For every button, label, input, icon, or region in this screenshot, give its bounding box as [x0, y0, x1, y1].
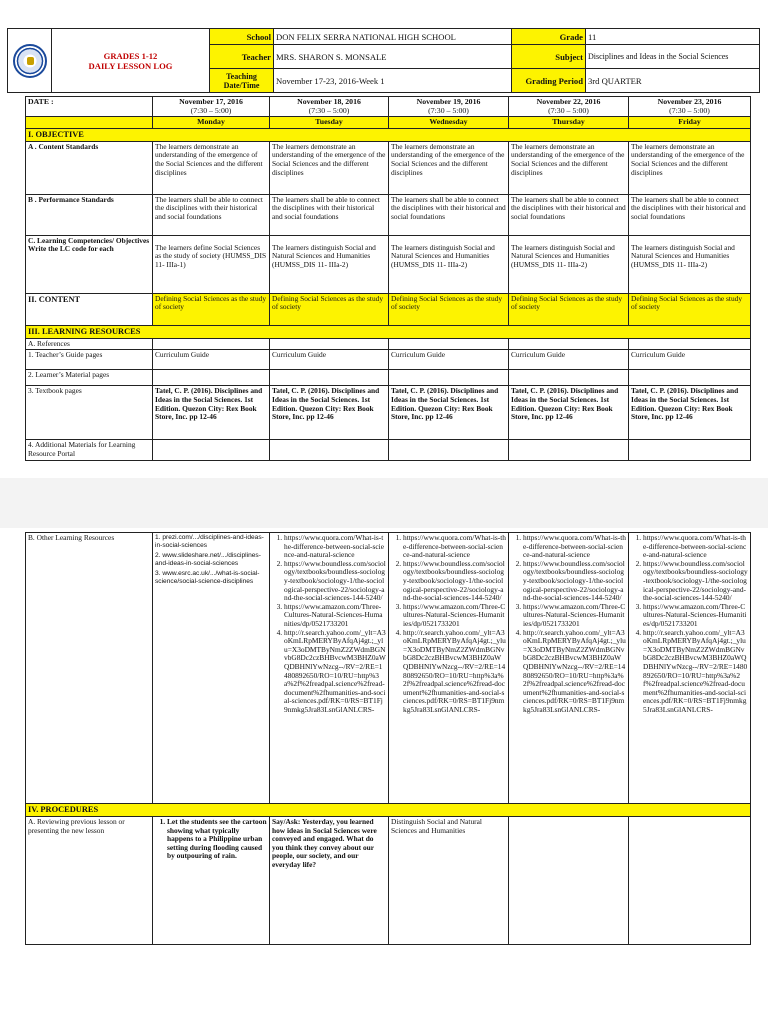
resource-link[interactable]: 2. https://www.boundless.com/sociology/textbooks/boundless-sociology-textbook/sociology-1/the-sociological-perspective-22/sociology-and-the-social-sciences-144-5240/: [403, 560, 506, 603]
procedures-heading: IV. PROCEDURES: [26, 804, 751, 817]
learners-material-label: 2. Learner’s Material pages: [26, 370, 153, 386]
lesson-table: [25, 96, 751, 461]
resource-link[interactable]: 1. https://www.quora.com/What-is-the-difference-between-social-science-and-natural-science: [284, 534, 386, 560]
resource-link[interactable]: 1. https://www.quora.com/What-is-the-difference-between-social-science-and-natural-science: [523, 534, 626, 560]
content-standards-cell: The learners demonstrate an understanding of the emergence of the Social Sciences and the different disciplines: [389, 141, 509, 194]
content-standards-cell: The learners demonstrate an understanding of the emergence of the Social Sciences and the different disciplines: [629, 141, 751, 194]
content-standards-cell: The learners demonstrate an understanding of the emergence of the Social Sciences and the different disciplines: [270, 141, 389, 194]
performance-standards-cell: The learners shall be able to connect the disciplines with their historical and social foundations: [389, 194, 509, 235]
content-cell: Defining Social Sciences as the study of society: [270, 293, 389, 325]
datetime-value: November 17-23, 2016-Week 1: [274, 69, 512, 93]
page-two: [0, 528, 768, 1024]
content-row: [26, 293, 751, 325]
lesson-table-continued: [25, 532, 751, 945]
other-resources-cell: [509, 533, 629, 804]
content-standards-cell: The learners demonstrate an understanding of the emergence of the Social Sciences and the different disciplines: [509, 141, 629, 194]
competency-cell: The learners distinguish Social and Natural Sciences and Humanities (HUMSS_DIS 11- IIIa-2): [270, 235, 389, 293]
learning-resources-heading: III. LEARNING RESOURCES: [26, 325, 751, 338]
learners-material-row: [26, 370, 751, 386]
textbook-cell: Tatel, C. P. (2016). Disciplines and Ideas in the Social Sciences. 1st Edition. Quezon City: Rex Book Store, Inc. pp 12-46: [153, 386, 270, 440]
teachers-guide-cell: Curriculum Guide: [270, 350, 389, 370]
procedure-cell: [629, 817, 751, 945]
content-standards-cell: The learners demonstrate an understanding of the emergence of the Social Sciences and the different disciplines: [153, 141, 270, 194]
other-resources-label: B. Other Learning Resources: [26, 533, 153, 804]
grading-period-label: Grading Period: [512, 69, 586, 93]
resource-link[interactable]: 1. https://www.quora.com/What-is-the-difference-between-social-science-and-natural-science: [403, 534, 506, 560]
header-table: [7, 28, 760, 93]
procedure-cell: [509, 817, 629, 945]
resource-link[interactable]: 3. https://www.amazon.com/Three-Cultures-Natural-Sciences-Humanities/dp/0521733201: [403, 603, 506, 629]
resource-link[interactable]: 4. http://r.search.yahoo.com/_ylt=A3oKmLRpMERYByAfqAj4gt.;_ylu=X3oDMTByNmZ2ZWdmBGNvbG8Dc2czBHBvcwM3BHZ0aWQDBHNlYwNzcg--/RV=2/RE=1480892650/RO=10/RU=http%3a%2f%2freadpal.science%2fread-document%2fhumanities-and-social-sciences.pdf/RK=0/RS=BT1Fj9nmkg5Jra83LsnGlANLCRS-: [403, 629, 506, 715]
dll-title: GRADES 1-12 DAILY LESSON LOG: [52, 29, 210, 93]
performance-standards-row: [26, 194, 751, 235]
procedure-cell: Say/Ask: Yesterday, you learned how ideas in Social Sciences were conveyed and engaged. What do you think they convey about our people, our society, and our everyday life?: [270, 817, 389, 945]
subject-value: Disciplines and Ideas in the Social Sciences: [586, 45, 760, 69]
textbook-cell: Tatel, C. P. (2016). Disciplines and Ideas in the Social Sciences. 1st Edition. Quezon City: Rex Book Store, Inc. pp 12-46: [270, 386, 389, 440]
grade-value: 11: [586, 29, 760, 45]
reviewing-lesson-row: [26, 817, 751, 945]
other-resources-cell: 1. prezi.com/.../disciplines-and-ideas-in-social-sciences 2. www.slideshare.net/.../disciplines-and-ideas-in-social-sciences 3. www.esrc.ac.uk/.../what-is-social-science/social-science-disciplines: [153, 533, 270, 804]
deped-seal-icon: [13, 44, 47, 78]
day-name: Tuesday: [270, 117, 389, 129]
grading-period-value: 3rd QUARTER: [586, 69, 760, 93]
date-row: [26, 97, 751, 117]
performance-standards-label: B . Performance Standards: [26, 194, 153, 235]
resource-link[interactable]: 3. https://www.amazon.com/Three-Cultures-Natural-Sciences-Humanities/dp/0521733201: [523, 603, 626, 629]
content-cell: Defining Social Sciences as the study of society: [629, 293, 751, 325]
page-one: [0, 0, 768, 478]
teachers-guide-cell: Curriculum Guide: [509, 350, 629, 370]
day-name: Wednesday: [389, 117, 509, 129]
resource-link[interactable]: 3. https://www.amazon.com/Three-Cultures-Natural-Sciences-Humanities/dp/0521733201: [643, 603, 748, 629]
resource-link[interactable]: 1. https://www.quora.com/What-is-the-difference-between-social-science-and-natural-science: [643, 534, 748, 560]
deped-seal-cell: [8, 29, 52, 93]
objective-heading: I. OBJECTIVE: [26, 128, 751, 141]
day-name: Monday: [153, 117, 270, 129]
teachers-guide-cell: Curriculum Guide: [629, 350, 751, 370]
content-heading: II. CONTENT: [26, 293, 153, 325]
competency-cell: The learners define Social Sciences as the study of society (HUMSS_DIS 11- IIIa-1): [153, 235, 270, 293]
textbook-cell: Tatel, C. P. (2016). Disciplines and Ideas in the Social Sciences. 1st Edition. Quezon City: Rex Book Store, Inc. pp 12-46: [509, 386, 629, 440]
resource-link[interactable]: 4. http://r.search.yahoo.com/_ylt=A3oKmLRpMERYByAfqAj4gt.;_ylu=X3oDMTByNmZ2ZWdmBGNvbG8Dc2czBHBvcwM3BHZ0aWQDBHNlYwNzcg--/RV=2/RE=1480892650/RO=10/RU=http%3a%2f%2freadpal.science%2fread-document%2fhumanities-and-social-sciences.pdf/RK=0/RS=BT1Fj9nmkg5Jra83LsnGlANLCRS-: [643, 629, 748, 715]
reviewing-lesson-label: A. Reviewing previous lesson or presenting the new lesson: [26, 817, 153, 945]
day-date: November 19, 2016 (7:30 – 5:00): [389, 97, 509, 117]
day-date: November 22, 2016 (7:30 – 5:00): [509, 97, 629, 117]
content-cell: Defining Social Sciences as the study of society: [153, 293, 270, 325]
performance-standards-cell: The learners shall be able to connect the disciplines with their historical and social foundations: [270, 194, 389, 235]
other-resources-row: [26, 533, 751, 804]
datetime-label: Teaching Date/Time: [210, 69, 274, 93]
textbook-row: [26, 386, 751, 440]
day-date: November 23, 2016 (7:30 – 5:00): [629, 97, 751, 117]
teacher-label: Teacher: [210, 45, 274, 69]
procedure-cell: 1. Let the students see the cartoon showing what typically happens to a Philippine urban setting during flooding caused by outpouring of rain.: [153, 817, 270, 945]
resource-link[interactable]: 4. http://r.search.yahoo.com/_ylt=A3oKmLRpMERYByAfqAj4gt.;_ylu=X3oDMTByNmZ2ZWdmBGNvbG8Dc2czBHBvcwM3BHZ0aWQDBHNlYwNzcg--/RV=2/RE=1480892650/RO=10/RU=http%3a%2f%2freadpal.science%2fread-document%2fhumanities-and-social-sciences.pdf/RK=0/RS=BT1Fj9nmkg5Jra83LsnGlANLCRS-: [523, 629, 626, 715]
resource-link[interactable]: 2. https://www.boundless.com/sociology/textbooks/boundless-sociology-textbook/sociology-1/the-sociological-perspective-22/sociology-and-the-social-sciences-144-5240/: [523, 560, 626, 603]
performance-standards-cell: The learners shall be able to connect the disciplines with their historical and social foundations: [509, 194, 629, 235]
content-cell: Defining Social Sciences as the study of society: [509, 293, 629, 325]
resource-link[interactable]: 2. https://www.boundless.com/sociology/textbooks/boundless-sociology-textbook/sociology-1/the-sociological-perspective-22/sociology-and-the-social-sciences-144-5240/: [643, 560, 748, 603]
day-date: November 18, 2016 (7:30 – 5:00): [270, 97, 389, 117]
competency-cell: The learners distinguish Social and Natural Sciences and Humanities (HUMSS_DIS 11- IIIa-2): [509, 235, 629, 293]
competencies-label: C. Learning Competencies/ Objectives Write the LC code for each: [26, 235, 153, 293]
performance-standards-cell: The learners shall be able to connect the disciplines with their historical and social foundations: [153, 194, 270, 235]
other-resources-cell: [270, 533, 389, 804]
day-name-row: [26, 117, 751, 129]
procedure-cell: Distinguish Social and Natural Sciences and Humanities: [389, 817, 509, 945]
teacher-value: MRS. SHARON S. MONSALE: [274, 45, 512, 69]
resource-link[interactable]: 2. https://www.boundless.com/sociology/textbooks/boundless-sociology-textbook/sociology-1/the-sociological-perspective-22/sociology-and-the-social-sciences-144-5240/: [284, 560, 386, 603]
teachers-guide-cell: Curriculum Guide: [389, 350, 509, 370]
other-resources-cell: [389, 533, 509, 804]
additional-materials-row: [26, 440, 751, 460]
day-date: November 17, 2016 (7:30 – 5:00): [153, 97, 270, 117]
other-resources-cell: [629, 533, 751, 804]
references-label: A. References: [26, 338, 153, 350]
textbook-label: 3. Textbook pages: [26, 386, 153, 440]
grade-label: Grade: [512, 29, 586, 45]
subject-label: Subject: [512, 45, 586, 69]
day-name: Friday: [629, 117, 751, 129]
content-cell: Defining Social Sciences as the study of society: [389, 293, 509, 325]
content-standards-row: [26, 141, 751, 194]
additional-materials-label: 4. Additional Materials for Learning Resource Portal: [26, 440, 153, 460]
content-standards-label: A . Content Standards: [26, 141, 153, 194]
competency-cell: The learners distinguish Social and Natural Sciences and Humanities (HUMSS_DIS 11- IIIa-2): [629, 235, 751, 293]
date-label: DATE :: [26, 97, 153, 117]
competencies-row: [26, 235, 751, 293]
school-label: School: [210, 29, 274, 45]
textbook-cell: Tatel, C. P. (2016). Disciplines and Ideas in the Social Sciences. 1st Edition. Quezon City: Rex Book Store, Inc. pp 12-46: [629, 386, 751, 440]
school-value: DON FELIX SERRA NATIONAL HIGH SCHOOL: [274, 29, 512, 45]
resource-link[interactable]: 4. http://r.search.yahoo.com/_ylt=A3oKmLRpMERYByAfqAj4gt.;_ylu=X3oDMTByNmZ2ZWdmBGNvbG8Dc2czBHBvcwM3BHZ0aWQDBHNlYwNzcg--/RV=2/RE=1480892650/RO=10/RU=http%3a%2f%2freadpal.science%2fread-document%2fhumanities-and-social-sciences.pdf/RK=0/RS=BT1Fj9nmkg5Jra83LsnGlANLCRS-: [284, 629, 386, 715]
resource-link[interactable]: 3. https://www.amazon.com/Three-Cultures-Natural-Sciences-Humanities/dp/0521733201: [284, 603, 386, 629]
textbook-cell: Tatel, C. P. (2016). Disciplines and Ideas in the Social Sciences. 1st Edition. Quezon City: Rex Book Store, Inc. pp 12-46: [389, 386, 509, 440]
teachers-guide-cell: Curriculum Guide: [153, 350, 270, 370]
day-name: Thursday: [509, 117, 629, 129]
teachers-guide-row: [26, 350, 751, 370]
teachers-guide-label: 1. Teacher’s Guide pages: [26, 350, 153, 370]
performance-standards-cell: The learners shall be able to connect the disciplines with their historical and social foundations: [629, 194, 751, 235]
competency-cell: The learners distinguish Social and Natural Sciences and Humanities (HUMSS_DIS 11- IIIa-2): [389, 235, 509, 293]
